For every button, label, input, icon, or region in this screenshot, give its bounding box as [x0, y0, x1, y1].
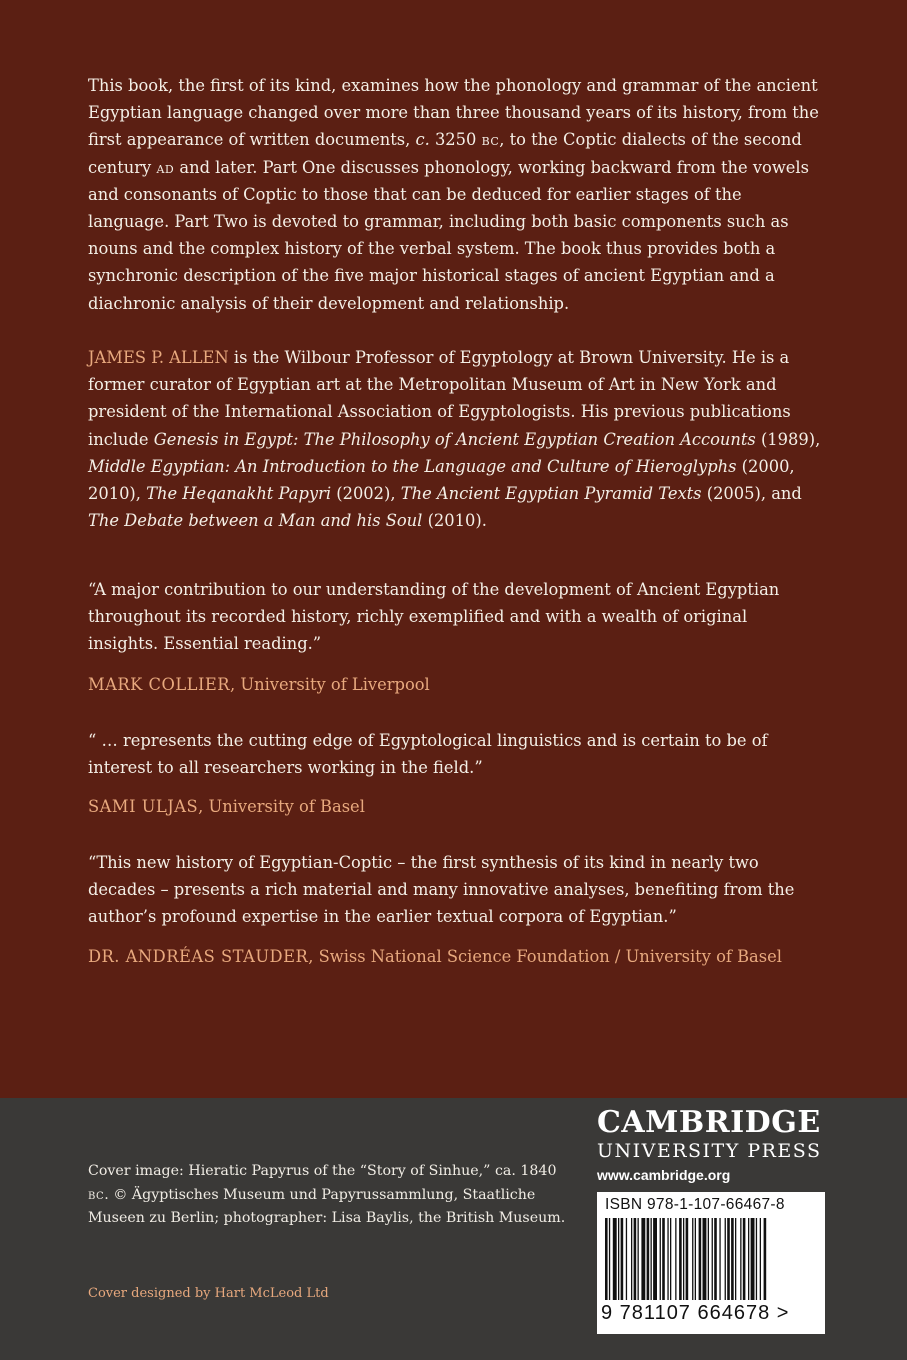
barcode-icon	[603, 1218, 819, 1300]
barcode-bar	[760, 1218, 761, 1300]
barcode-bar	[703, 1218, 707, 1300]
book-description: This book, the first of its kind, examines how the phonology and grammar of the ancient Egyptian language changed over more than three thousand years of its history, from the first appearance of written documents, c. 3250 bc, to the Coptic dialects of the second century ad and later. Part One discusses phonology, working backward from the vowels and consonants of Coptic to those that can be deduced for earlier stages of the language. Part Two is devoted to grammar, including both basic components such as nouns and the complex history of the verbal system. The book thus provides both a synchronic description of the five major historical stages of ancient Egyptian and a diachronic analysis of their development and relationship.	[88, 76, 819, 313]
barcode-bar	[621, 1218, 624, 1300]
barcode-bar	[626, 1218, 627, 1300]
barcode-bar	[714, 1218, 717, 1300]
barcode-bar	[751, 1218, 755, 1300]
author-bio: JAMES P. ALLEN is the Wilbour Professor of Egyptology at Brown University. He is a former curator of Egyptian art at the Metropolitan Museum of Art in New York and president of the International Association of Egyptologists. His previous publications include Genesis in Egypt: The Philosophy of Ancient Egyptian Creation Accounts (1989), Middle Egyptian: An Introduction to the Language and Culture of Hieroglyphs (2000, 2010), The Heqanakht Papyri (2002), The Ancient Egyptian Pyramid Texts (2005), and The Debate between a Man and his Soul (2010).	[88, 348, 821, 531]
review-attribution: MARK COLLIER, University of Liverpool	[88, 675, 430, 694]
barcode-bar	[708, 1218, 709, 1300]
barcode-bar	[667, 1218, 668, 1300]
barcode-bar	[641, 1218, 645, 1300]
barcode-bar	[631, 1218, 632, 1300]
review-attribution: DR. ANDRÉAS STAUDER, Swiss National Science Foundation / University of Basel	[88, 947, 782, 966]
isbn-label: ISBN 978-1-107-66467-8	[605, 1196, 785, 1213]
review-quote: “This new history of Egyptian-Coptic – the first synthesis of its kind in nearly two decades – presents a rich material and many innovative analyses, benefiting from the author’s profound expertise in the earlier textual corpora of Egyptian.”	[88, 853, 795, 927]
barcode-bar	[686, 1218, 689, 1300]
publisher-logo	[597, 1106, 827, 1186]
designer-credit: Cover designed by Hart McLeod Ltd	[88, 1286, 329, 1301]
review-quote: “ … represents the cutting edge of Egyptological linguistics and is certain to be of interest to all researchers working in the field.”	[88, 731, 768, 778]
barcode-bar	[653, 1218, 657, 1300]
barcode-bar	[692, 1218, 693, 1300]
barcode-bar	[651, 1218, 652, 1300]
barcode-digits: 9 781107 664678 >	[601, 1302, 790, 1324]
barcode-bar	[731, 1218, 734, 1300]
barcode-bar	[740, 1218, 741, 1300]
barcode-bar	[683, 1218, 684, 1300]
barcode-bar	[748, 1218, 749, 1300]
barcode-bar	[618, 1218, 619, 1300]
barcode-bar	[712, 1218, 713, 1300]
barcode-bar	[605, 1218, 608, 1300]
barcode-bar	[725, 1218, 726, 1300]
review-attribution: SAMI ULJAS, University of Basel	[88, 797, 365, 816]
barcode-bar	[675, 1218, 676, 1300]
barcode-bar	[719, 1218, 720, 1300]
barcode-bar	[699, 1218, 702, 1300]
publisher-name: CAMBRIDGE	[597, 1105, 821, 1140]
isbn-barcode-box	[597, 1192, 825, 1334]
barcode-bar	[662, 1218, 665, 1300]
review-quote: “A major contribution to our understanding of the development of Ancient Egyptian throughout its recorded history, richly exemplified and with a wealth of original insights. Essential reading.”	[88, 580, 780, 654]
publisher-url: www.cambridge.org	[597, 1167, 731, 1183]
barcode-bar	[756, 1218, 757, 1300]
barcode-bar	[695, 1218, 696, 1300]
cover-image-credit: Cover image: Hieratic Papyrus of the “Story of Sinhue,” ca. 1840 bc. © Ägyptisches Museum und Papyrussammlung, Staatliche Museen zu Berlin; photographer: Lisa Baylis, the British Museum.	[88, 1163, 566, 1226]
barcode-bar	[743, 1218, 746, 1300]
barcode-bar	[660, 1218, 661, 1300]
author-name: JAMES P. ALLEN	[88, 348, 229, 367]
publisher-subtitle: UNIVERSITY PRESS	[597, 1140, 822, 1162]
barcode-bar	[727, 1218, 730, 1300]
barcode-bar	[679, 1218, 682, 1300]
barcode-bar	[638, 1218, 639, 1300]
barcode-bar	[609, 1218, 610, 1300]
barcode-bar	[647, 1218, 650, 1300]
barcode-bar	[634, 1218, 637, 1300]
barcode-bar	[764, 1218, 767, 1300]
barcode-bar	[670, 1218, 671, 1300]
barcode-bar	[735, 1218, 736, 1300]
barcode-bar	[613, 1218, 617, 1300]
